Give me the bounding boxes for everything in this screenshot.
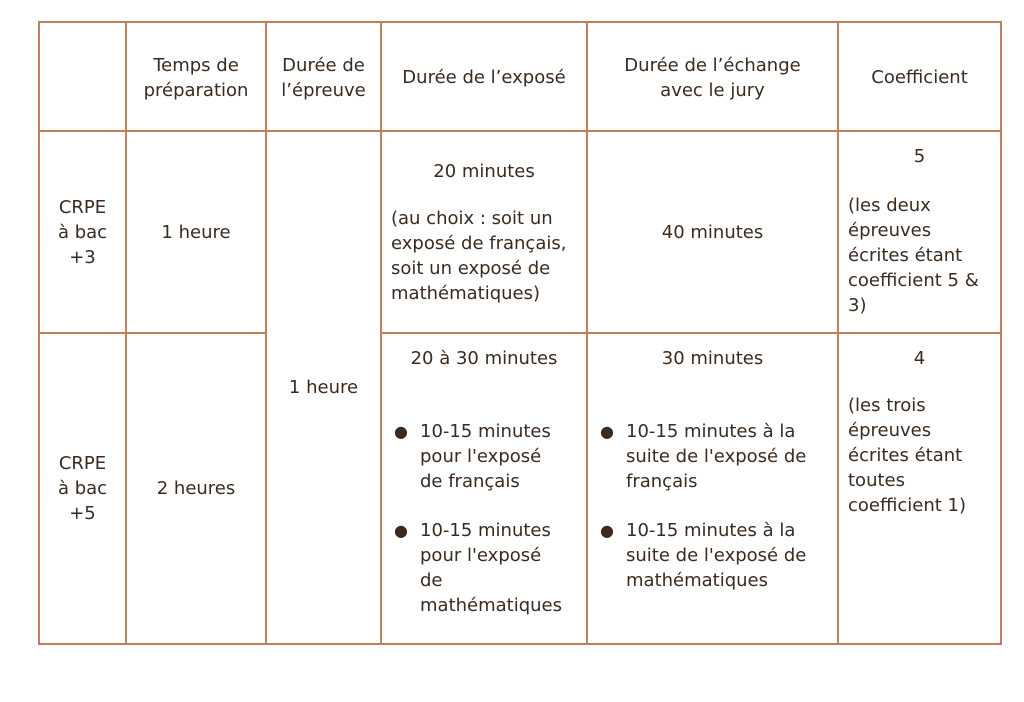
coefficient-cell-bac3 (838, 131, 1001, 333)
expose-duration-bac3: 20 minutes (433, 160, 535, 182)
bullet-icon: ● (394, 521, 408, 540)
header-duree-epreuve: Durée de l’épreuve (266, 22, 381, 131)
echange-duration-bac3: 40 minutes (587, 131, 838, 333)
list-item (382, 419, 586, 494)
echange-cell-bac5 (587, 333, 838, 644)
prep-time-bac5: 2 heures (126, 333, 266, 644)
echange-item-maths: 10-15 minutes à la suite de l'exposé de mathématiques (626, 520, 807, 591)
bullet-icon: ● (394, 422, 408, 441)
coefficient-cell-bac5 (838, 333, 1001, 644)
header-temps-preparation: Temps de préparation (126, 22, 266, 131)
bullet-icon: ● (600, 521, 614, 540)
header-duree-echange: Durée de l’échange avec le jury (587, 22, 838, 131)
table-row-bac3 (39, 131, 1001, 333)
expose-duration-bac5: 20 à 30 minutes (410, 348, 558, 369)
list-item (588, 518, 837, 593)
row-label-bac3: CRPE à bac +3 (39, 131, 126, 333)
expose-cell-bac3 (381, 131, 587, 333)
coefficient-value-bac3: 5 (913, 146, 926, 167)
expose-cell-bac5 (381, 333, 587, 644)
header-row (39, 22, 1001, 131)
expose-list-bac5 (382, 419, 586, 618)
list-item (588, 419, 837, 494)
table-row-bac5 (39, 333, 1001, 644)
header-duree-expose: Durée de l’exposé (381, 22, 587, 131)
expose-note-bac3: (au choix : soit un exposé de français, soit un exposé de mathématiques) (391, 207, 567, 304)
echange-item-francais: 10-15 minutes à la suite de l'exposé de français (626, 421, 807, 492)
prep-time-bac3: 1 heure (126, 131, 266, 333)
coefficient-value-bac5: 4 (913, 348, 926, 369)
bullet-icon: ● (600, 422, 614, 441)
epreuve-duration-cell: 1 heure (266, 131, 381, 644)
header-empty-cell (39, 22, 126, 131)
coefficient-note-bac3: (les deux épreuves écrites étant coefficient 5 & 3) (848, 195, 979, 316)
echange-list-bac5 (588, 419, 837, 593)
row-label-bac5: CRPE à bac +5 (39, 333, 126, 644)
crpe-oral-table (38, 21, 1002, 645)
header-coefficient: Coefficient (838, 22, 1001, 131)
expose-item-maths: 10-15 minutes pour l'exposé de mathématiques (420, 520, 563, 616)
coefficient-note-bac5: (les trois épreuves écrites étant toutes coefficient 1) (848, 395, 967, 516)
expose-item-francais: 10-15 minutes pour l'exposé de français (420, 421, 551, 492)
echange-duration-bac5: 30 minutes (661, 348, 764, 369)
list-item (382, 518, 586, 618)
